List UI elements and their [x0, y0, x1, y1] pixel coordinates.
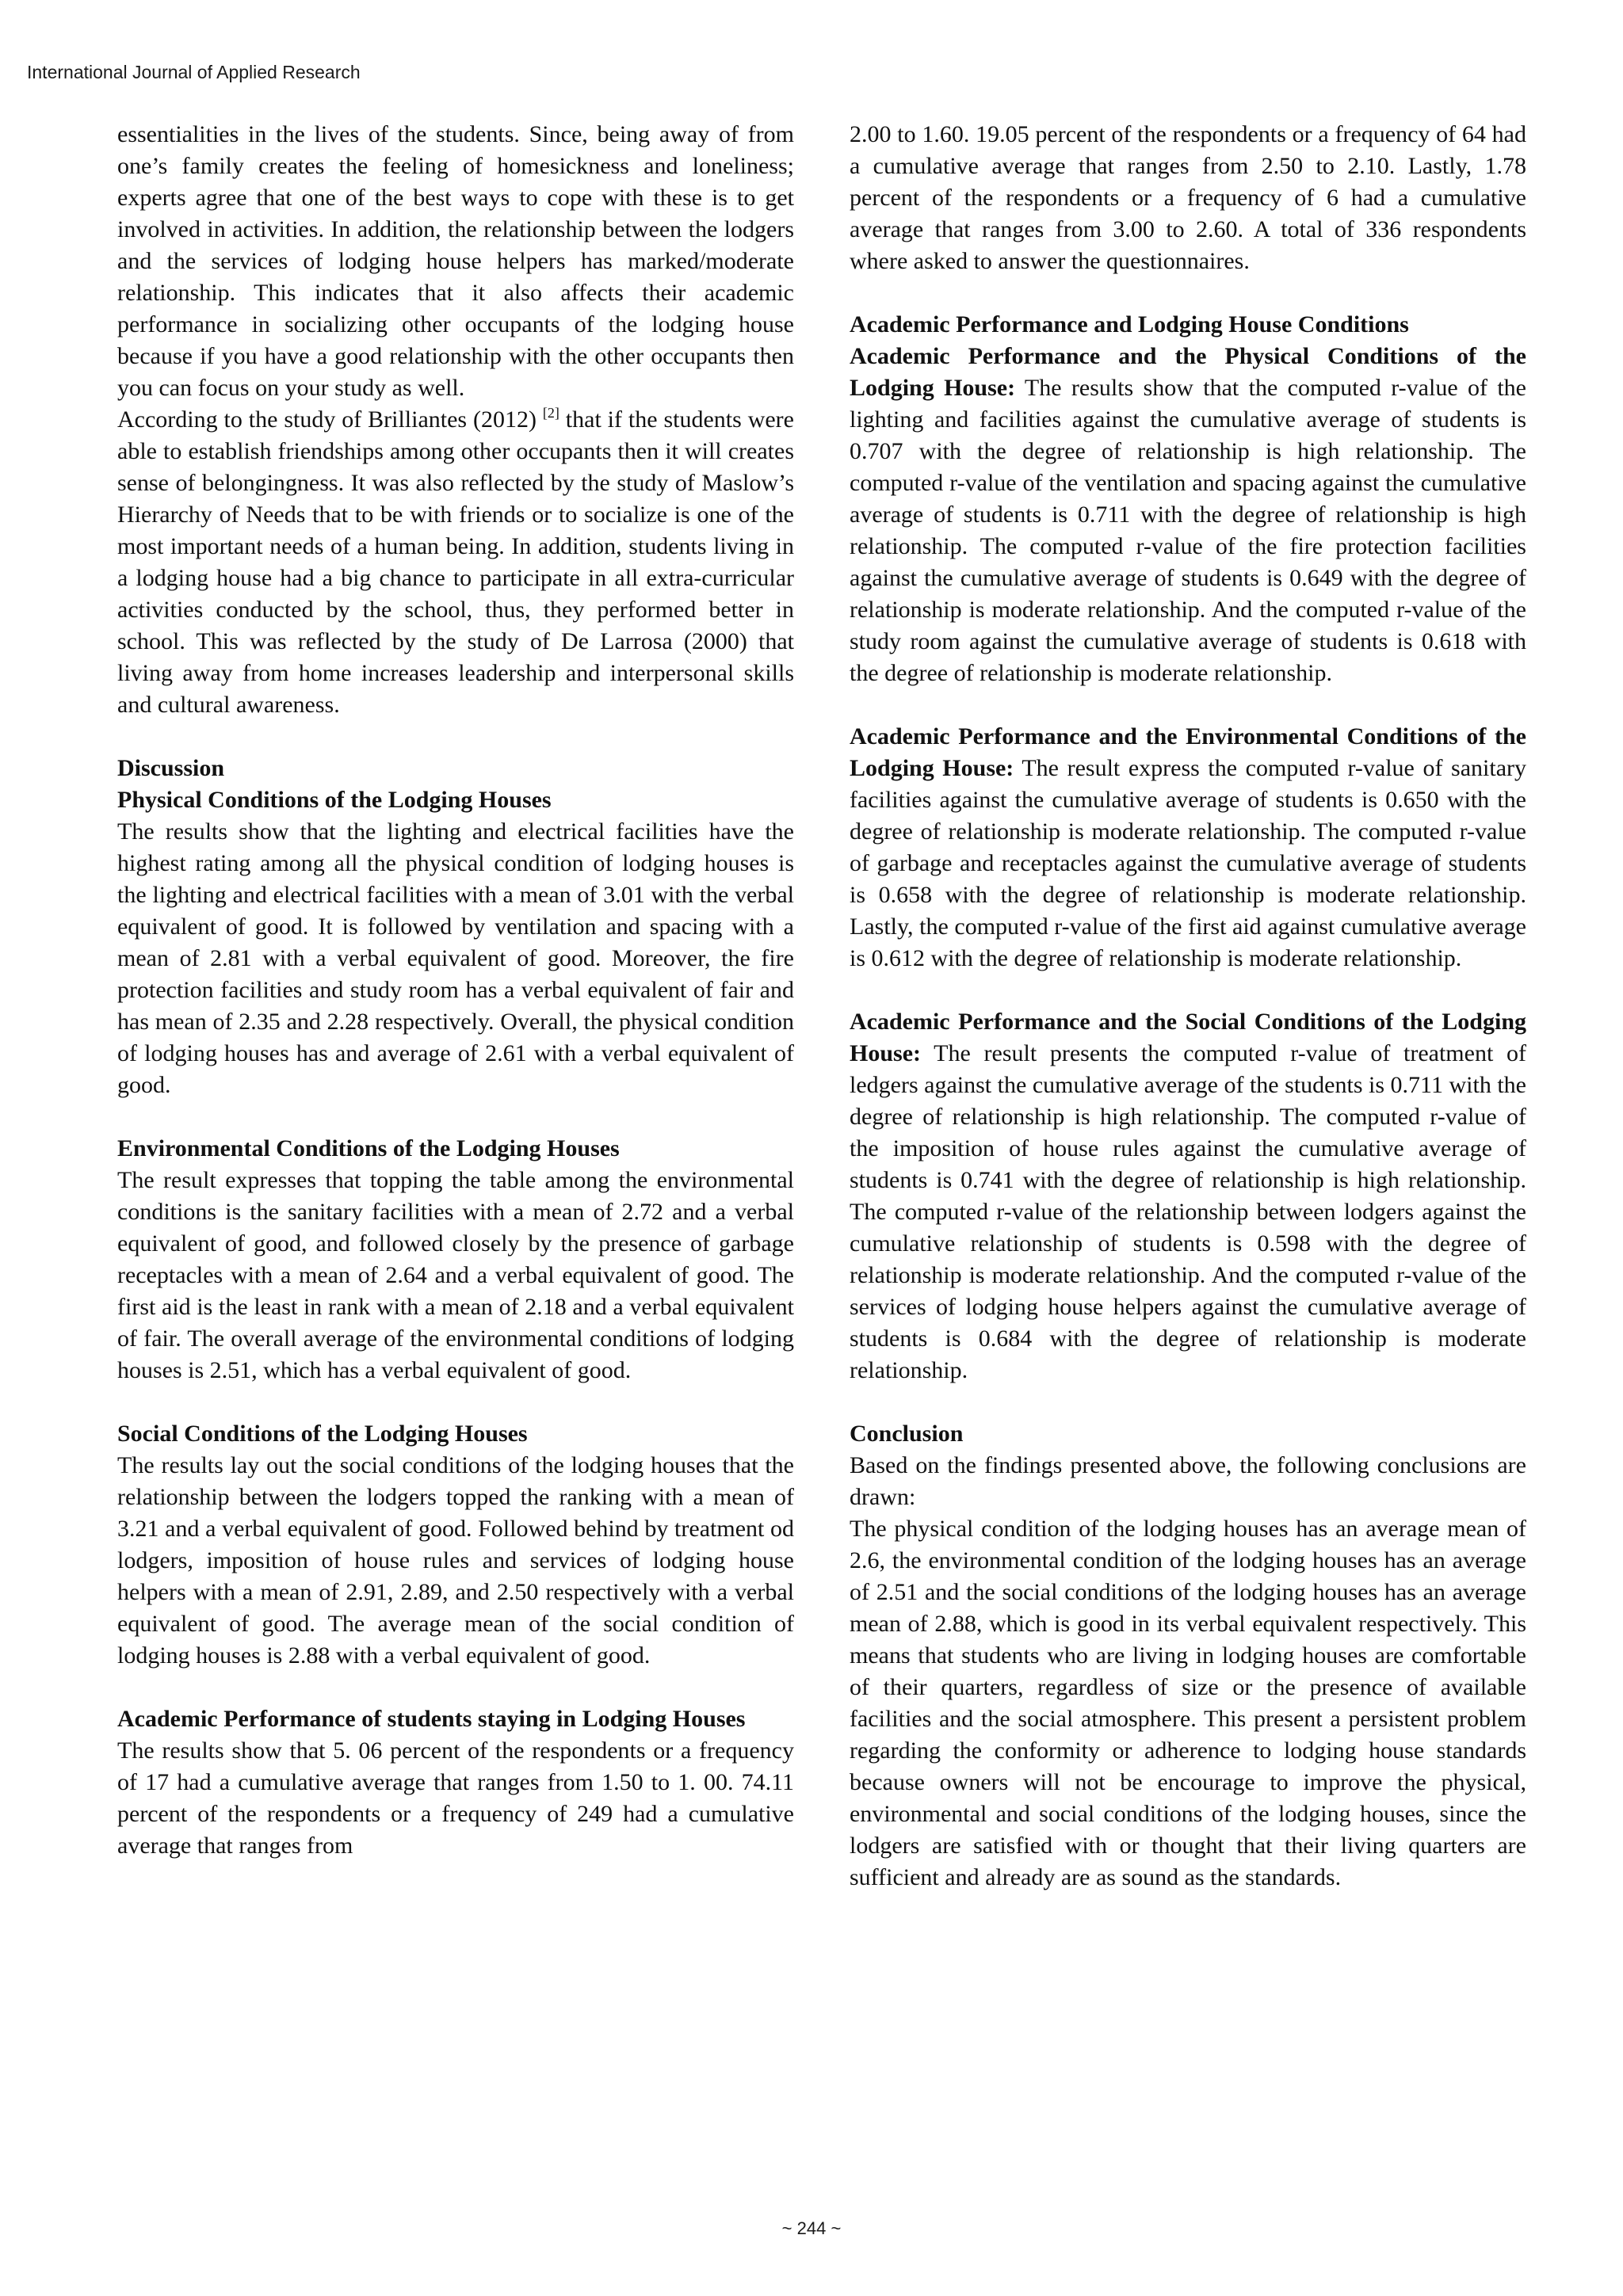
- right-column: [850, 119, 1526, 1894]
- environmental-conditions-paragraph: The result expresses that topping the table among the environmental conditions is the sanitary facilities with a mean of 2.72 and a verbal equivalent of good, and followed closely by the presence of garbage receptacles with a mean of 2.64 and a verbal equivalent of good. The first aid is the least in rank with a mean of 2.18 and a verbal equivalent of fair. The overall average of the environmental conditions of lodging houses is 2.51, which has a verbal equivalent of good.: [117, 1167, 794, 1383]
- environmental-conditions-heading: Environmental Conditions of the Lodging Houses: [117, 1135, 620, 1161]
- physical-correlation-paragraph: [850, 341, 1526, 689]
- conclusion-paragraph: The physical condition of the lodging houses has an average mean of 2.6, the environmental condition of the lodging houses has an average of 2.51 and the social conditions of the lodging houses has an average mean of 2.88, which is good in its verbal equivalent respectively. This means that students who are living in lodging houses are comfortable of their quarters, regardless of size or the presence of available facilities and the social atmosphere. This present a persistent problem regarding the conformity or adherence to lodging house standards because owners will not be encourage to improve the physical, environmental and social conditions of the lodging houses, since the lodgers are satisfied with or thought that their living quarters are sufficient and already are as sound as the standards.: [850, 1516, 1526, 1890]
- conclusion-intro: Based on the findings presented above, the following conclusions are drawn:: [850, 1452, 1526, 1510]
- run-in-heading: Academic Performance and the Physical Conditions of the Lodging House:: [850, 343, 1526, 401]
- running-header: International Journal of Applied Research: [27, 62, 361, 82]
- run-in-heading: Academic Performance and the Environmental Conditions of the Lodging House:: [850, 723, 1526, 781]
- paragraph-text: that if the students were able to establish friendships among other occupants then it will creates sense of belongingness. It was also reflected by the study of Maslow’s Hierarchy of Needs that to be with friends or to socialize is one of the most important needs of a human being. In addition, students living in a lodging house had a big chance to participate in all extra-curricular activities conducted by the school, thus, they performed better in school. This was reflected by the study of De Larrosa (2000) that living away from home increases leadership and interpersonal skills and cultural awareness.: [117, 406, 794, 718]
- lodging-conditions-heading: Academic Performance and Lodging House Conditions: [850, 311, 1409, 338]
- citation-ref[interactable]: [2]: [542, 405, 559, 421]
- social-conditions-heading: Social Conditions of the Lodging Houses: [117, 1421, 528, 1447]
- academic-performance-heading: Academic Performance of students staying in Lodging Houses: [117, 1706, 746, 1732]
- physical-conditions-paragraph: The results show that the lighting and electrical facilities have the highest rating among all the physical condition of lodging houses is the lighting and electrical facilities with a mean of 3.01 with the verbal equivalent of good. It is followed by ventilation and spacing with a mean of 2.81 with a verbal equivalent of good. Moreover, the fire protection facilities and study room has a verbal equivalent of fair and has mean of 2.35 and 2.28 respectively. Overall, the physical condition of lodging houses has and average of 2.61 with a verbal equivalent of good.: [117, 818, 794, 1098]
- intro-paragraph: essentialities in the lives of the students. Since, being away of from one’s family creates the feeling of homesickness and loneliness; experts agree that one of the best ways to cope with these is to get involved in activities. In addition, the relationship between the lodgers and the services of lodging house helpers has marked/moderate relationship. This indicates that it also affects their academic performance in socializing other occupants of the lodging house because if you have a good relationship with the other occupants then you can focus on your study as well.: [117, 121, 794, 401]
- page-number: ~ 244 ~: [781, 2218, 842, 2238]
- social-conditions-paragraph: The results lay out the social conditions of the lodging houses that the relationship between the lodgers topped the ranking with a mean of 3.21 and a verbal equivalent of good. Followed behind by treatment od lodgers, imposition of house rules and services of lodging house helpers with a mean of 2.91, 2.89, and 2.50 respectively with a verbal equivalent of good. The average mean of the social condition of lodging houses is 2.88 with a verbal equivalent of good.: [117, 1452, 794, 1669]
- physical-conditions-heading: Physical Conditions of the Lodging Houses: [117, 787, 552, 813]
- academic-performance-continued: 2.00 to 1.60. 19.05 percent of the respondents or a frequency of 64 had a cumulative average that ranges from 2.50 to 2.10. Lastly, 1.78 percent of the respondents or a frequency of 6 had a cumulative average that ranges from 3.00 to 2.60. A total of 336 respondents where asked to answer the questionnaires.: [850, 121, 1526, 274]
- paragraph-text: The result presents the computed r-value of treatment of ledgers against the cumulative average of the students is 0.711 with the degree of relationship is high relationship. The computed r-value of the imposition of house rules against the cumulative average of students is 0.741 with the degree of relationship is high relationship. The computed r-value of the relationship between lodgers against the cumulative relationship of students is 0.598 with the degree of relationship is moderate relationship. And the computed r-value of the services of lodging house helpers against the cumulative average of students is 0.684 with the degree of relationship is moderate relationship.: [850, 1040, 1526, 1383]
- discussion-heading: Discussion: [117, 755, 225, 781]
- social-correlation-paragraph: [850, 1006, 1526, 1386]
- brilliantes-paragraph: [117, 404, 794, 721]
- academic-performance-paragraph: The results show that 5. 06 percent of the respondents or a frequency of 17 had a cumulative average that ranges from 1.50 to 1. 00. 74.11 percent of the respondents or a frequency of 249 had a cumulative average that ranges from: [117, 1737, 794, 1859]
- paragraph-text: According to the study of Brilliantes (2012): [117, 406, 537, 433]
- paragraph-text: The results show that the computed r-value of the lighting and facilities against the cumulative average of students is 0.707 with the degree of relationship is high relationship. The computed r-value of the ventilation and spacing against the cumulative average of students is 0.711 with the degree of relationship is high relationship. The computed r-value of the fire protection facilities against the cumulative average of students is 0.649 with the degree of relationship is moderate relationship. And the computed r-value of the study room against the cumulative average of students is 0.618 with the degree of relationship is moderate relationship.: [850, 375, 1526, 686]
- paragraph-text: The result express the computed r-value of sanitary facilities against the cumulative average of students is 0.650 with the degree of relationship is moderate relationship. The computed r-value of garbage and receptacles against the cumulative average of students is 0.658 with the degree of relationship is moderate relationship. Lastly, the computed r-value of the first aid against cumulative average is 0.612 with the degree of relationship is moderate relationship.: [850, 755, 1526, 971]
- run-in-heading: Academic Performance and the Social Conditions of the Lodging House:: [850, 1009, 1526, 1066]
- environmental-correlation-paragraph: [850, 721, 1526, 974]
- conclusion-heading: Conclusion: [850, 1421, 964, 1447]
- left-column: [117, 119, 794, 1862]
